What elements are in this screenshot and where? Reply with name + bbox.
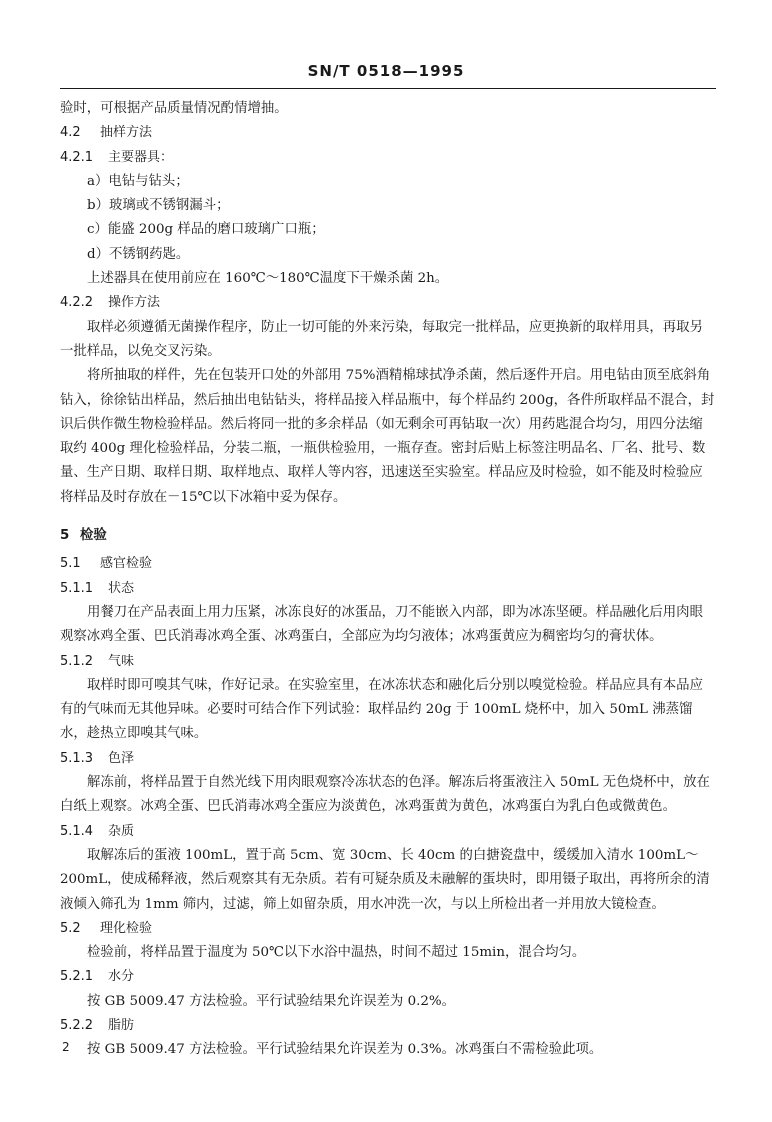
section-title: 感官检验 (100, 556, 153, 572)
section-number: 5.2.1 (60, 969, 94, 985)
section-number: 5.1.3 (60, 750, 94, 766)
section-number: 5.1.1 (60, 580, 94, 596)
list-item: d）不锈钢药匙。 (87, 246, 190, 262)
section-title: 操作方法 (108, 295, 161, 311)
page-number: 2 (62, 1040, 70, 1054)
section-title: 状态 (108, 580, 135, 596)
section-5-1-heading (60, 552, 716, 576)
section-title: 主要器具： (108, 149, 174, 165)
section-5-2-2-heading (60, 1014, 716, 1038)
section-4-2-1-heading (60, 146, 716, 170)
color-paragraph: 解冻前，将样品置于自然光线下用肉眼观察冷冻状态的色泽。解冻后将蛋液注入 50mL 无色烧杯中，放在白纸上观察。冰鸡全蛋、巴氏消毒冰鸡全蛋应为淡黄色，冰鸡蛋黄为黄色，冰鸡蛋白为乳白色或微黄色。 (60, 775, 710, 815)
impurity-paragraph: 取解冻后的蛋液 100mL，置于高 5cm、宽 30cm、长 40cm 的白搪瓷盘中，缓缓加入清水 100mL～200mL，使成稀释液，然后观察其有无杂质。若有可疑杂质及未融解的蛋块时，即用镊子取出，再将所余的清液倾入筛孔为 1mm 筛内，过滤，筛上如留杂质，用水冲洗一次，与以上所检出者一并用放大镜检查。 (60, 847, 710, 912)
sterilize-paragraph: 上述器具在使用前应在 160℃～180℃温度下干燥杀菌 2h。 (87, 271, 449, 287)
section-title: 抽样方法 (100, 125, 153, 141)
water-paragraph: 按 GB 5009.47 方法检验。平行试验结果允许误差为 0.2%。 (87, 993, 455, 1009)
section-5-2-heading (60, 917, 716, 941)
list-item: a）电钻与钻头； (87, 173, 189, 189)
section-title: 检验 (80, 528, 107, 544)
section-5-heading (60, 524, 716, 548)
section-title: 水分 (108, 969, 135, 985)
section-title: 气味 (108, 653, 135, 669)
operation-paragraph-2: 将所抽取的样件，先在包装开口处的外部用 75%酒精棉球拭净杀菌，然后逐件开启。用电钻由顶至底斜角钻入，徐徐钻出样品，然后抽出电钻钻头，将样品接入样品瓶中，每个样品约 200g，各件所取样品不混合，封识后供作微生物检验样品。然后将同一批的多余样品（如无剩余可再钻取一次）用药匙混合均匀，用四分法缩取约 400g 理化检验样品，分装二瓶，一瓶供检验用，一瓶存查。密封后贴上标签注明品名、厂名、批号、数量、生产日期、取样日期、取样地点、取样人等内容，迅速送至实验室。样品应及时检验，如不能及时检验应将样品及时存放在－15℃以下冰箱中妥为保存。 (60, 368, 715, 505)
section-5-1-2-heading (60, 650, 716, 674)
section-number: 4.2.1 (60, 149, 94, 165)
section-number: 5 (60, 528, 70, 544)
section-4-2-2-heading (60, 291, 716, 315)
standard-number-header: SN/T 0518—1995 (307, 62, 465, 80)
section-title: 脂肪 (108, 1017, 135, 1033)
odor-paragraph: 取样时即可嗅其气味，作好记录。在实验室里，在冰冻状态和融化后分别以嗅觉检验。样品应具有本品应有的气味而无其他异味。必要时可结合作下列试验：取样品约 20g 于 100mL 烧杯中，加入 50mL 沸蒸馏水，趁热立即嗅其气味。 (60, 677, 703, 742)
section-title: 杂质 (108, 823, 135, 839)
state-paragraph: 用餐刀在产品表面上用力压紧，冰冻良好的冰蛋品，刀不能嵌入内部，即为冰冻坚硬。样品融化后用肉眼观察冰鸡全蛋、巴氏消毒冰鸡全蛋、冰鸡蛋白，全部应为均匀液体；冰鸡蛋黄应为稠密均匀的膏状体。 (60, 604, 703, 645)
section-number: 4.2.2 (60, 295, 94, 311)
operation-paragraph-1: 取样必须遵循无菌操作程序，防止一切可能的外来污染，每取完一批样品，应更换新的取样用具，再取另一批样品，以免交叉污染。 (60, 319, 703, 359)
physchem-paragraph: 检验前，将样品置于温度为 50℃以下水浴中温热，时间不超过 15min，混合均匀。 (87, 945, 586, 961)
section-number: 5.1 (60, 556, 81, 572)
section-5-1-3-heading (60, 747, 716, 771)
list-item: c）能盛 200g 样品的磨口玻璃广口瓶； (87, 222, 325, 238)
section-number: 5.2.2 (60, 1017, 94, 1033)
page-content (60, 97, 716, 1063)
section-5-2-1-heading (60, 965, 716, 989)
fat-paragraph: 按 GB 5009.47 方法检验。平行试验结果允许误差为 0.3%。冰鸡蛋白不需检验此项。 (87, 1042, 603, 1058)
header-rule (60, 88, 716, 89)
section-title: 色泽 (108, 750, 135, 766)
continued-paragraph: 验时，可根据产品质量情况酌情增抽。 (60, 101, 288, 116)
section-title: 理化检验 (100, 920, 153, 936)
section-number: 4.2 (60, 125, 81, 141)
list-item: b）玻璃或不锈钢漏斗； (87, 198, 230, 214)
section-4-2-heading (60, 121, 716, 145)
section-number: 5.1.4 (60, 823, 94, 839)
section-5-1-1-heading (60, 577, 716, 601)
section-number: 5.2 (60, 920, 81, 936)
section-5-1-4-heading (60, 820, 716, 844)
section-number: 5.1.2 (60, 653, 94, 669)
